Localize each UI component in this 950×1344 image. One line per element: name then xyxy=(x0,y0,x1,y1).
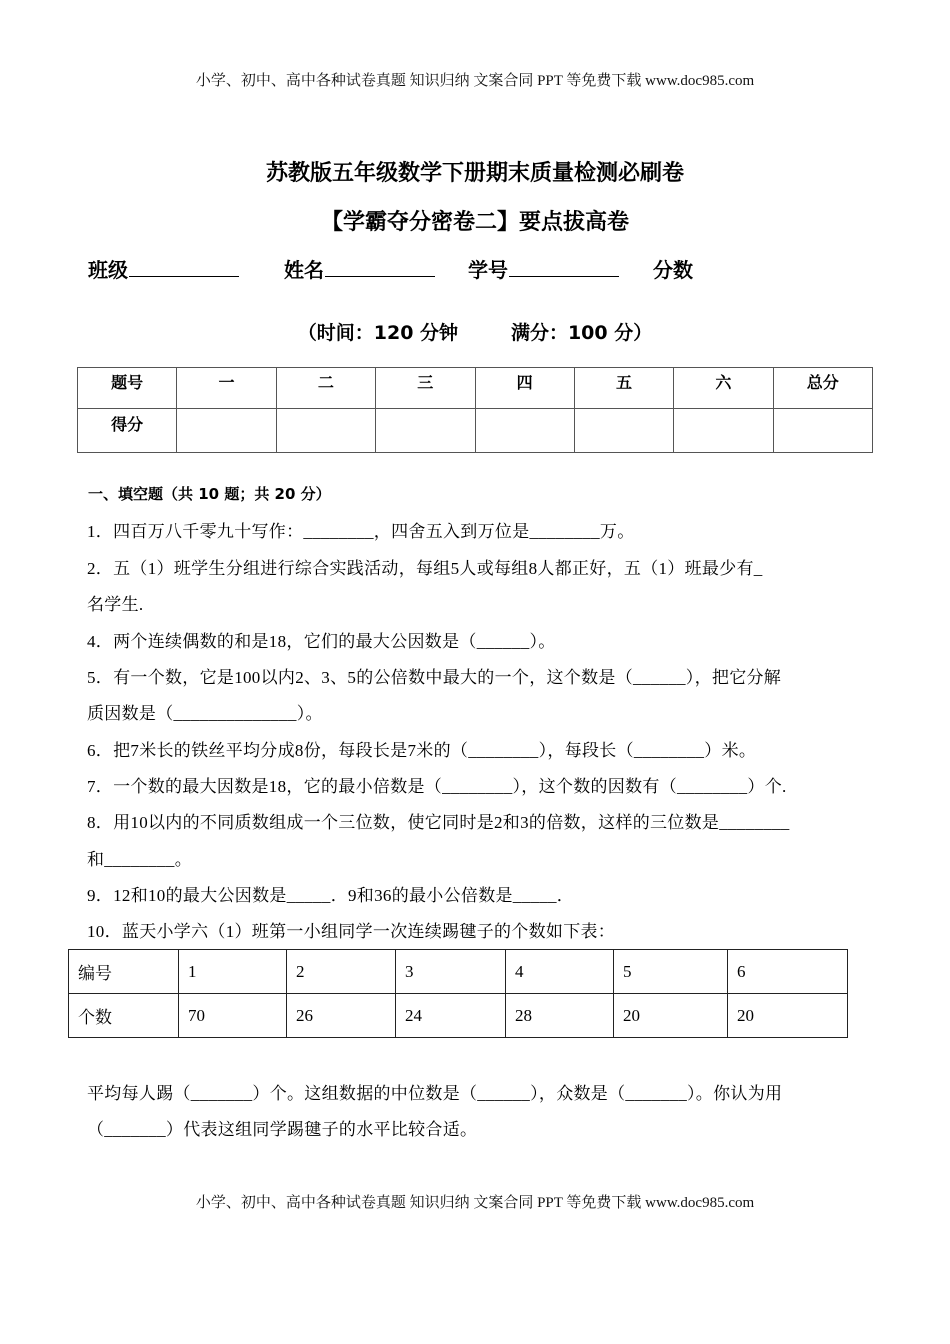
score-table-cell: 一 xyxy=(177,368,276,409)
data-table-cell: 24 xyxy=(396,994,506,1038)
score-input-cell[interactable] xyxy=(276,409,375,453)
data-table-cell: 26 xyxy=(287,994,396,1038)
time-and-full-score: （时间：120 分钟 满分：100 分） xyxy=(297,322,653,344)
question-10-followup-line1: 平均每人踢（_______）个。这组数据的中位数是（______），众数是（_______）。你认为用 xyxy=(87,1084,783,1103)
score-table-cell: 六 xyxy=(674,368,773,409)
data-table-cell: 70 xyxy=(179,994,287,1038)
score-table-cell: 二 xyxy=(276,368,375,409)
question-10: 10．蓝天小学六（1）班第一小组同学一次连续踢毽子的个数如下表： xyxy=(87,922,616,941)
data-table-row-count xyxy=(69,994,848,1038)
question-7: 7．一个数的最大因数是18，它的最小倍数是（________），这个数的因数有（________）个. xyxy=(87,777,787,796)
data-table-cell: 个数 xyxy=(69,994,179,1038)
data-table-cell: 编号 xyxy=(69,950,179,994)
score-table-score-row xyxy=(78,409,873,453)
section-heading-fill-in: 一、填空题（共 10 题；共 20 分） xyxy=(88,485,331,503)
data-table-cell: 4 xyxy=(506,950,614,994)
score-label: 分数 xyxy=(653,258,693,282)
question-8-line1: 8．用10以内的不同质数组成一个三位数，使它同时是2和3的倍数，这样的三位数是________ xyxy=(87,813,790,832)
score-input-cell[interactable] xyxy=(177,409,276,453)
score-input-cell[interactable] xyxy=(574,409,673,453)
question-6: 6．把7米长的铁丝平均分成8份，每段长是7米的（________），每段长（________）米。 xyxy=(87,741,757,760)
exam-subtitle: 【学霸夺分密卷二】要点拔高卷 xyxy=(320,210,629,235)
question-10-followup-line2: （_______）代表这组同学踢毽子的水平比较合适。 xyxy=(87,1120,478,1139)
score-table-cell: 四 xyxy=(475,368,574,409)
data-table-cell: 2 xyxy=(287,950,396,994)
data-table-cell: 20 xyxy=(728,994,848,1038)
data-table-cell: 6 xyxy=(728,950,848,994)
name-label: 姓名 xyxy=(284,258,324,282)
student-id-label: 学号 xyxy=(468,258,508,282)
score-table xyxy=(77,367,873,453)
question-4: 4．两个连续偶数的和是18，它们的最大公因数是（______）。 xyxy=(87,632,556,651)
score-table-cell: 五 xyxy=(574,368,673,409)
score-table-header-row xyxy=(78,368,873,409)
score-field xyxy=(653,254,693,283)
exam-title: 苏教版五年级数学下册期末质量检测必刷卷 xyxy=(265,161,684,186)
score-input-cell[interactable] xyxy=(773,409,872,453)
class-label: 班级 xyxy=(88,258,128,282)
shuttlecock-data-table xyxy=(68,949,848,1038)
data-table-cell: 3 xyxy=(396,950,506,994)
data-table-cell: 5 xyxy=(614,950,728,994)
score-table-cell: 三 xyxy=(376,368,475,409)
student-id-field[interactable] xyxy=(468,254,619,283)
score-table-cell: 总分 xyxy=(773,368,872,409)
question-5-line1: 5．有一个数，它是100以内2、3、5的公倍数中最大的一个，这个数是（______），把它分解 xyxy=(87,668,782,687)
question-2-line1: 2．五（1）班学生分组进行综合实践活动，每组5人或每组8人都正好，五（1）班最少有_ xyxy=(87,559,763,578)
question-8-line2: 和________。 xyxy=(87,850,192,869)
data-table-row-number xyxy=(69,950,848,994)
class-field[interactable] xyxy=(88,254,239,283)
score-input-cell[interactable] xyxy=(674,409,773,453)
footer-watermark: 小学、初中、高中各种试卷真题 知识归纳 文案合同 PPT 等免费下载 www.doc985.com xyxy=(195,1195,755,1211)
score-table-cell: 题号 xyxy=(78,368,177,409)
name-field[interactable] xyxy=(284,254,435,283)
question-2-line2: 名学生. xyxy=(87,595,144,614)
data-table-cell: 20 xyxy=(614,994,728,1038)
question-9: 9．12和10的最大公因数是_____．9和36的最小公倍数是_____． xyxy=(87,886,575,905)
data-table-cell: 28 xyxy=(506,994,614,1038)
score-input-cell[interactable] xyxy=(376,409,475,453)
name-blank[interactable] xyxy=(325,256,435,277)
student-id-blank[interactable] xyxy=(509,256,619,277)
student-info-row xyxy=(88,254,693,283)
data-table-cell: 1 xyxy=(179,950,287,994)
score-table-cell: 得分 xyxy=(78,409,177,453)
class-blank[interactable] xyxy=(129,256,239,277)
score-input-cell[interactable] xyxy=(475,409,574,453)
question-1: 1．四百万八千零九十写作：________，四舍五入到万位是________万。 xyxy=(87,522,635,541)
header-watermark: 小学、初中、高中各种试卷真题 知识归纳 文案合同 PPT 等免费下载 www.doc985.com xyxy=(195,73,755,89)
question-5-line2: 质因数是（______________）。 xyxy=(87,704,323,723)
